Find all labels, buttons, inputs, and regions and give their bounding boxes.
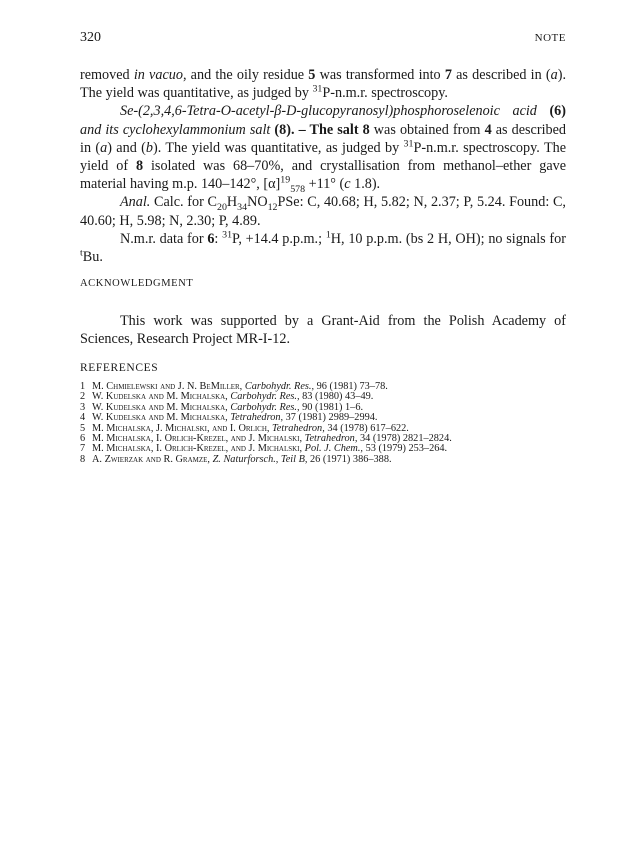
text-run: 1.8). [350,176,381,193]
compound-number: 4 [484,121,492,138]
body-text [80,66,566,266]
text-run: , and the oily residue [182,67,309,83]
references-heading: REFERENCES [80,362,159,374]
reference-journal: Carbohydr. Res., [244,381,315,392]
reference-details: 37 (1981) 2989–2994. [285,412,378,424]
superscript: 31 [403,138,414,150]
page-header [80,30,566,52]
compound-name: Se-(2,3,4,6-Tetra-O-acetyl-β-D-glucopyranosyl)phosphoroselenoic acid [120,103,537,120]
reference-item [80,455,566,465]
reference-authors: M. Michalska, I. Orlich-Krezel, and J. Michalski, [92,433,303,445]
reference-number: 4 [80,412,86,424]
reference-number: 7 [80,443,86,455]
reference-journal: Carbohydr. Res., [230,401,300,413]
text-run: a [100,139,108,156]
reference-details: 90 (1981) 1–6. [302,401,364,413]
text-run: a [550,67,558,83]
reference-details: 34 (1978) 617–622. [327,422,409,434]
reference-journal: Z. Naturforsch., Teil B, [212,453,308,465]
reference-authors: W. Kudelska and M. Michalska, [92,401,228,413]
text-run: Anal. [120,194,151,211]
text-run: PSe: C, 40.68; H, 5.82; N, 2.37; P, 5.24. Found: C, 40.60; H, 5.98; N, 2.30; P, 4.89. [80,194,566,229]
text-run: The yield was quantitative, as judged by [80,85,313,102]
reference-list [80,382,566,465]
reference-authors: W. Kudelska and M. Michalska, [92,391,228,403]
text-run: H, 10 p.p.m. (bs 2 H, OH); no signals for [330,230,566,247]
reference-details: 26 (1971) 386–388. [310,453,392,465]
paragraph-2 [80,102,567,196]
text-run: ) and ( [107,139,146,156]
paragraph-4 [80,230,566,266]
text-run: P-n.m.r. spectroscopy. [322,85,448,102]
superscript: 19 [280,174,291,186]
text-run: as described in ( [451,67,551,83]
reference-details: 96 (1981) 73–78. [316,381,388,392]
text-run: isolated was 68–70%, and crystallisation from methanol–ether gave material having m.p. 140–142°, [α] [80,158,567,193]
text-run: as described in ( [80,121,567,156]
compound-number: 7 [444,67,452,83]
text-run: was obtained from [369,121,485,138]
reference-journal: Tetrahedron, [272,422,325,434]
paragraph-3 [80,193,566,229]
reference-number: 3 [80,401,86,413]
text-run: H [226,194,238,211]
reference-number: 5 [80,422,86,434]
superscript: 31 [312,83,323,95]
compound-number: 6 [207,230,215,247]
reference-details: 53 (1979) 253–264. [365,443,448,455]
text-run: was transformed into [315,67,445,83]
reference-authors: W. Kudelska and M. Michalska, [92,412,228,424]
acknowledgment-text [80,312,566,348]
compound-name: and its cyclohexylammonium salt [80,121,271,138]
superscript: 1 [325,229,331,241]
text-run: removed [80,67,134,83]
reference-number: 6 [80,433,86,445]
text-run: NO [247,194,268,211]
acknowledgment-paragraph: This work was supported by a Grant-Aid from the Polish Academy of Sciences, Research Project MR-I-12. [80,313,566,348]
subscript: 34 [237,202,248,214]
reference-authors: M. Michalska, I. Orlich-Krezel, and J. Michalski, [92,443,303,455]
reference-details: 34 (1978) 2821–2824. [359,433,452,445]
reference-authors: M. Michalska, J. Michalski, and I. Orlich, [92,422,270,434]
subscript: 20 [217,202,227,214]
superscript: t [80,247,83,259]
reference-authors: A. Zwierzak and R. Gramze, [92,453,210,465]
text-run: N.m.r. data for [120,230,208,247]
page-number: 320 [80,30,101,45]
text-run: b [145,139,153,156]
text-run: : [214,230,223,247]
subscript: 12 [267,202,278,214]
reference-journal: Carbohydr. Res., [230,391,300,403]
reference-number: 8 [80,453,86,465]
running-head: NOTE [534,32,566,44]
subscript: 578 [290,184,306,196]
text-run: ). [557,67,566,83]
compound-number: 5 [308,67,316,83]
reference-journal: Pol. J. Chem., [304,443,364,455]
text-run: ). The yield was quantitative, as judged by [152,139,404,156]
text-run: Bu. [82,249,103,266]
paragraph-1 [80,66,566,102]
reference-authors: M. Chmielewski and J. N. BeMiller, [92,381,243,392]
reference-journal: Tetrahedron, [230,412,284,424]
text-run: Calc. for C [150,194,217,211]
reference-details: 83 (1980) 43–49. [302,391,374,403]
reference-journal: Tetrahedron, [304,433,358,445]
reference-number: 2 [80,391,86,403]
text-run: P, +14.4 p.p.m.; [232,230,326,247]
text-run: in vacuo [133,67,183,83]
superscript: 31 [222,229,233,241]
reference-number: 1 [80,381,86,392]
compound-number: 8 [362,121,370,138]
text-run: P-n.m.r. spectroscopy. The yield of [80,139,566,175]
acknowledgment-heading: ACKNOWLEDGMENT [80,278,194,289]
text-run: +11° ( [305,176,345,193]
compound-number: 8 [136,158,144,175]
compound-number: (8). – The salt [270,121,363,138]
text-run: c [344,176,351,193]
compound-number: (6) [536,103,566,120]
